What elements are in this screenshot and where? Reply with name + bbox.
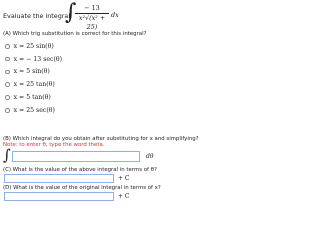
question-d: (D) What is the value of the original integral in terms of x? [3,185,161,191]
problem-prompt: Evaluate the integral: [3,12,73,20]
answer-input-b[interactable] [12,151,140,162]
question-b: (B) Which integral do you obtain after substituting for x and simplifying? [3,136,199,142]
dtheta-label: dθ [146,153,154,160]
option-label: x = 5 sin(θ) [13,68,50,76]
answer-input-d[interactable] [4,192,114,201]
question-c: (C) What is the value of the above integral in terms of θ? [3,167,157,173]
radio-button[interactable] [5,82,10,87]
integrand-differential: dx [111,11,119,19]
constant-label-d: + C [118,193,130,200]
substitution-options [5,40,62,117]
radio-button[interactable] [5,44,10,49]
radio-button[interactable] [5,95,10,100]
option-row[interactable] [5,53,62,66]
integral-symbol: ∫ [65,0,77,25]
integrand-denominator: x²√(x² + 25) [78,14,106,31]
option-label: x = 25 tan(θ) [13,81,55,89]
theta-note: Note: to enter θ, type the word theta. [3,142,105,148]
option-label: x = 25 sec(θ) [13,106,55,114]
integral-symbol-b: ∫ [3,146,11,164]
option-label: x = 5 tan(θ) [13,94,51,102]
constant-label-c: + C [118,175,130,182]
option-row[interactable] [5,91,62,104]
integrand-fraction [75,4,109,32]
integrand-numerator: − 13 [84,4,100,12]
option-row[interactable] [5,66,62,79]
option-label: x = − 13 sec(θ) [13,55,63,63]
option-row[interactable] [5,78,62,91]
radio-button[interactable] [5,70,10,75]
radio-button[interactable] [5,57,10,62]
option-row[interactable] [5,40,62,53]
option-label: x = 25 sin(θ) [13,42,54,50]
answer-input-c[interactable] [4,174,114,183]
option-row[interactable] [5,104,62,117]
question-a: (A) Which trig substitution is correct for this integral? [3,31,147,37]
radio-button[interactable] [5,108,10,113]
